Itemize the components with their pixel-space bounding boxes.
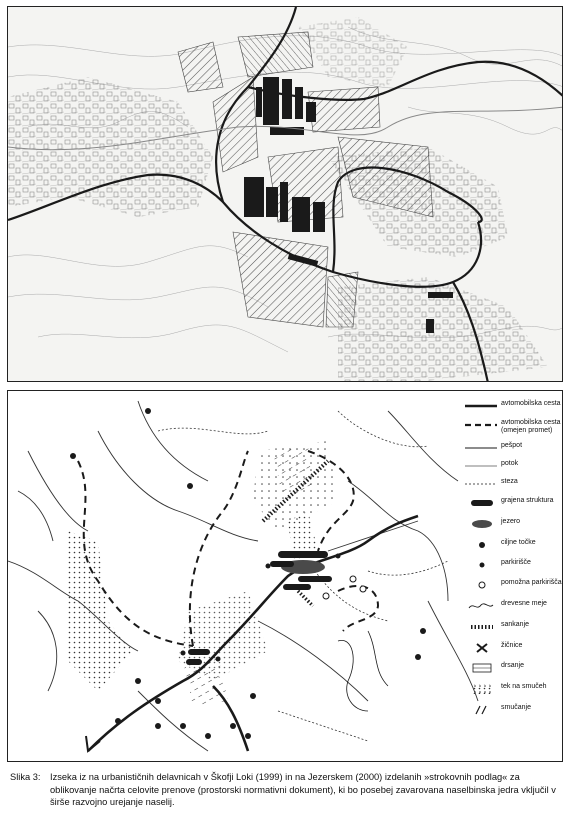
legend-item-tree-boundary bbox=[463, 599, 563, 613]
legend-label: grajena struktura bbox=[501, 497, 554, 504]
caption-text: Izseka iz na urbanističnih delavnicah v Škofji Loki (1999) in na Jezerskem (2000) izdelanih »strokovnih podlag« za oblikovanje načrta celovite prenove (prostorski normativni dokument), ki bo posebej zavarovana naselbinska jedra vključil v širše razvojno urejanje naselij. bbox=[50, 772, 556, 807]
legend-label: steza bbox=[501, 478, 518, 485]
hatched-zone-1 bbox=[213, 77, 258, 172]
legend-label: drsanje bbox=[501, 662, 524, 669]
target-point-symbol-icon bbox=[463, 538, 499, 552]
legend-label: tek na smučeh bbox=[501, 683, 547, 690]
legend-label: pomožna parkirišča bbox=[501, 579, 562, 586]
legend-item-target-points bbox=[463, 538, 563, 552]
legend-item-skating bbox=[463, 661, 563, 675]
legend-label: drevesne meje bbox=[501, 600, 547, 607]
tree-boundaries bbox=[338, 631, 388, 711]
urban-area-north bbox=[298, 17, 408, 87]
skofja-loka-map bbox=[7, 6, 563, 382]
legend-label: ciljne točke bbox=[501, 539, 536, 546]
legend-label: parkirišče bbox=[501, 559, 531, 566]
legend-item-ski-lift bbox=[463, 641, 563, 655]
legend-item-limited-road bbox=[463, 418, 563, 432]
legend-label: potok bbox=[501, 460, 519, 467]
legend-label: pešpot bbox=[501, 442, 523, 449]
target-points bbox=[70, 408, 426, 739]
brook-symbol-icon bbox=[463, 459, 499, 473]
legend-label: avtomobilska cesta (omejen promet) bbox=[501, 419, 561, 434]
caption-number: Slika 3: bbox=[10, 772, 41, 782]
legend-label: smučanje bbox=[501, 704, 531, 711]
legend-item-main-road bbox=[463, 399, 563, 413]
limited-road-symbol-icon bbox=[463, 418, 499, 432]
auxiliary-parking-symbol-icon bbox=[463, 578, 499, 592]
legend-item-sledging bbox=[463, 620, 563, 634]
legend-item-built-structure bbox=[463, 496, 563, 510]
footpath-symbol-icon bbox=[463, 441, 499, 455]
hatched-zone-6 bbox=[326, 272, 358, 327]
legend-item-skiing bbox=[463, 703, 563, 717]
legend-label: žičnice bbox=[501, 642, 523, 649]
legend-label: jezero bbox=[501, 518, 521, 525]
legend-item-auxiliary-parking bbox=[463, 578, 563, 592]
hatched-zone-7 bbox=[238, 32, 313, 77]
tree-boundary-symbol-icon bbox=[463, 599, 499, 613]
legend-item-lake bbox=[463, 517, 563, 531]
cross-country-symbol-icon bbox=[463, 682, 499, 696]
legend-item-footpath bbox=[463, 441, 563, 455]
legend-item-trail bbox=[463, 477, 563, 491]
legend-label: avtomobilska cesta bbox=[501, 400, 561, 407]
ski-lift-track bbox=[298, 591, 313, 606]
sledging-symbol-icon bbox=[463, 620, 499, 634]
urban-area-west bbox=[8, 77, 213, 217]
jezersko-map bbox=[7, 390, 563, 762]
skating-symbol-icon bbox=[463, 661, 499, 675]
hatched-zone-2 bbox=[308, 87, 380, 132]
legend-item-parking bbox=[463, 558, 563, 572]
main-road-symbol-icon bbox=[463, 399, 499, 413]
legend-item-brook bbox=[463, 459, 563, 473]
hatched-zone-8 bbox=[178, 42, 223, 92]
skofja-loka-map-drawing bbox=[8, 7, 563, 382]
trail-symbol-icon bbox=[463, 477, 499, 491]
skiing-symbol-icon bbox=[463, 703, 499, 717]
road-exit-arrow bbox=[86, 736, 100, 751]
built-structure-symbol-icon bbox=[463, 496, 499, 510]
legend-label: sankanje bbox=[501, 621, 530, 628]
parking-symbol-icon bbox=[463, 558, 499, 572]
cross-country-area-1 bbox=[68, 531, 133, 691]
ski-lift-symbol-icon bbox=[463, 641, 499, 655]
lake-symbol-icon bbox=[463, 517, 499, 531]
hatched-zone-5 bbox=[233, 232, 328, 327]
legend-item-cross-country bbox=[463, 682, 563, 696]
